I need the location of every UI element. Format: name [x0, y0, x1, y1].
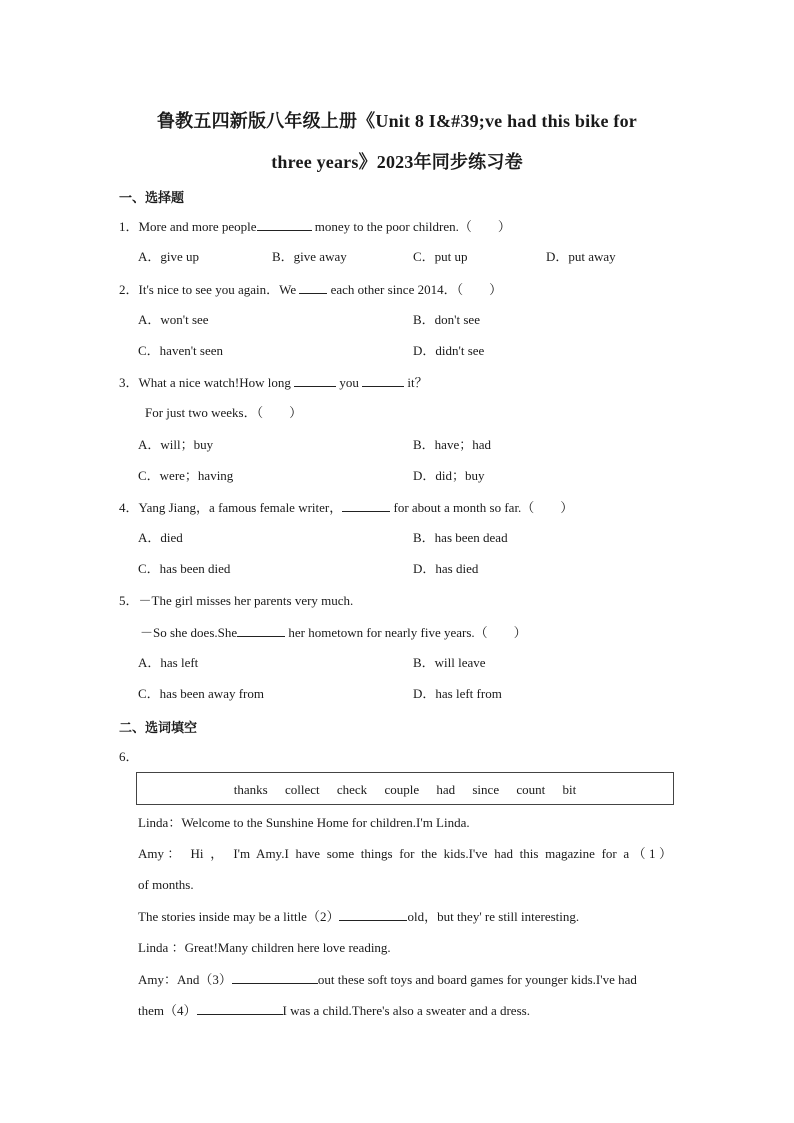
question-2 [119, 281, 502, 298]
dialogue-line-4-b: old，but they' re still interesting. [407, 909, 580, 924]
q5-option-a: A．has left [138, 655, 199, 670]
question-4-stem-b: for about a month so far.（ ） [390, 500, 574, 515]
dialogue-line-6 [138, 971, 637, 988]
q4-option-d: D．has died [413, 561, 479, 576]
q5-option-d: D．has left from [413, 686, 502, 701]
dialogue-line-5: Linda ：Great!Many children here love reading. [138, 940, 391, 955]
answer-blank [197, 1002, 283, 1015]
question-5-stem-b: her hometown for nearly five years.（ ） [285, 625, 527, 640]
answer-blank [362, 374, 404, 387]
q2-option-b: B．don't see [413, 312, 480, 327]
dialogue-line-4 [138, 908, 579, 925]
word-bank-item: count [516, 782, 546, 797]
title-line-2: three years》2023年同步练习卷 [271, 152, 523, 172]
question-2-stem-a: 2．It's nice to see you again．We [119, 282, 300, 297]
word-bank-item: had [436, 782, 456, 797]
answer-blank [339, 908, 407, 921]
q3-option-d: D．did；buy [413, 468, 485, 483]
dialogue-line-7 [138, 1002, 530, 1019]
q2-option-c: C．haven't seen [138, 343, 224, 358]
question-1-stem-a: 1．More and more people [119, 219, 257, 234]
q3-option-c: C．were；having [138, 468, 234, 483]
q5-option-c: C．has been away from [138, 686, 264, 701]
question-2-stem-b: each other since 2014．（ ） [327, 282, 503, 297]
question-1 [119, 218, 511, 235]
q4-option-a: A．died [138, 530, 183, 545]
q2-option-a: A．won't see [138, 312, 209, 327]
question-4 [119, 499, 573, 516]
question-3-stem-a: 3．What a nice watch!How long [119, 375, 295, 390]
word-bank-item: collect [284, 782, 320, 797]
title-line-1: 鲁教五四新版八年级上册《Unit 8 I&#39;ve had this bike for [156, 111, 637, 131]
answer-blank [232, 971, 318, 984]
q1-option-b: B．give away [272, 249, 347, 264]
word-bank-item: couple [384, 782, 420, 797]
word-bank-item: thanks [233, 782, 268, 797]
q2-option-d: D．didn't see [413, 343, 485, 358]
dialogue-line-1: Linda：Welcome to the Sunshine Home for children.I'm Linda. [138, 815, 470, 830]
dialogue-line-7-b: I was a child.There's also a sweater and a dress. [282, 1003, 530, 1018]
section-heading-fill: 二、选词填空 [119, 720, 198, 735]
section-heading-choice: 一、选择题 [119, 190, 185, 205]
answer-blank [257, 218, 312, 231]
question-4-stem-a: 4．Yang Jiang，a famous female writer， [119, 500, 343, 515]
q1-option-d: D．put away [546, 249, 616, 264]
question-3-response: For just two weeks．（ ） [145, 405, 303, 420]
answer-blank [294, 374, 336, 387]
dialogue-line-4-a: The stories inside may be a little（2） [138, 909, 340, 924]
question-3-stem-b: you [336, 375, 363, 390]
dialogue-line-3: of months. [138, 877, 194, 892]
question-5-stem-a: －So she does.She [140, 625, 238, 640]
question-3 [119, 374, 428, 391]
question-3-stem-c: it？ [404, 375, 428, 390]
question-1-stem-b: money to the poor children.（ ） [311, 219, 511, 234]
answer-blank [237, 624, 285, 637]
q1-option-a: A．give up [138, 249, 200, 264]
dialogue-line-6-a: Amy：And（3） [138, 972, 232, 987]
q3-option-b: B．have；had [413, 437, 491, 452]
word-bank [136, 772, 674, 805]
word-bank-item: bit [562, 782, 577, 797]
q5-option-b: B．will leave [413, 655, 486, 670]
answer-blank [299, 281, 327, 294]
dialogue-line-7-a: them（4） [138, 1003, 197, 1018]
q3-option-a: A．will；buy [138, 437, 214, 452]
answer-blank [342, 499, 390, 512]
dialogue-line-2: Amy： Hi ， I'm Amy.I have some things for the kids.I've had this magazine for a（1） [138, 846, 672, 861]
dialogue-line-6-b: out these soft toys and board games for younger kids.I've had [317, 972, 637, 987]
question-5-line-1: 5．－The girl misses her parents very much. [119, 593, 354, 608]
question-5-line-2 [140, 624, 527, 641]
q4-option-c: C．has been died [138, 561, 231, 576]
word-bank-item: since [472, 782, 500, 797]
question-6-number: 6． [119, 749, 139, 764]
word-bank-item: check [336, 782, 368, 797]
q1-option-c: C．put up [413, 249, 468, 264]
q4-option-b: B．has been dead [413, 530, 508, 545]
